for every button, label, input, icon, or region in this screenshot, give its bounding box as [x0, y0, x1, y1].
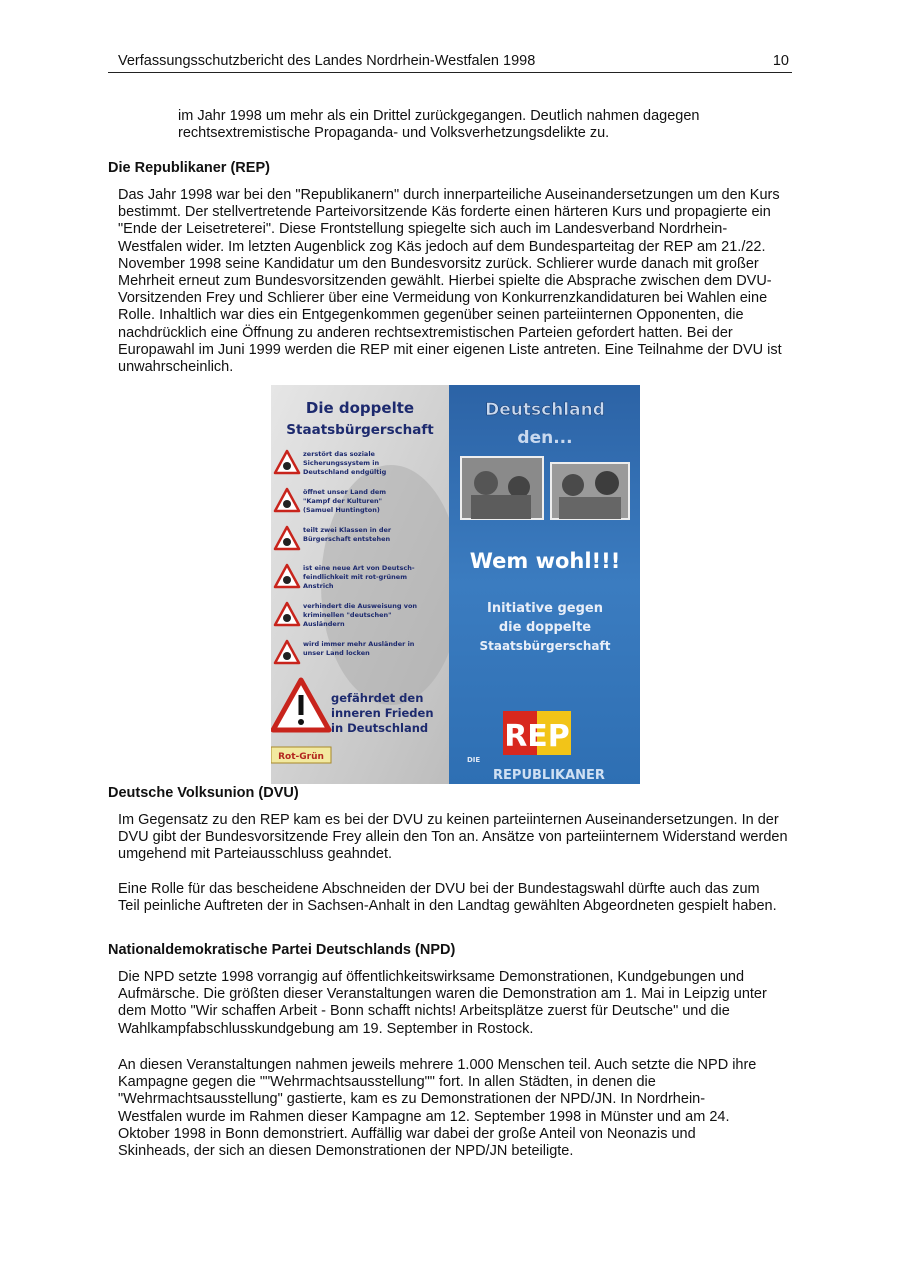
danger-line-3: in Deutschland [331, 721, 429, 735]
npd-heading: Nationaldemokratische Partei Deutschlands (NPD) [108, 942, 456, 958]
warning-figure-icon [283, 576, 291, 584]
photo-left-figure-2 [508, 476, 530, 498]
warning-figure-icon [283, 538, 291, 546]
page-header [108, 52, 792, 73]
poster-initiative-2: die doppelte [498, 620, 592, 635]
page-number: 10 [772, 53, 789, 69]
warning-text-line: ist eine neue Art von Deutsch- [303, 564, 415, 572]
warning-text-line: teilt zwei Klassen in der [303, 526, 392, 534]
poster-die-label: DIE [467, 756, 481, 764]
photo-left-figure-1 [474, 471, 498, 495]
warning-text-line: kriminellen "deutschen" [303, 611, 392, 619]
dvu-heading: Deutsche Volksunion (DVU) [108, 785, 299, 801]
warning-text-line: Anstrich [303, 582, 334, 590]
danger-line-2: inneren Frieden [331, 706, 434, 720]
poster-initiative-1: Initiative gegen [487, 601, 603, 616]
rep-campaign-poster [271, 385, 640, 784]
warning-text-line: verhindert die Ausweisung von [303, 602, 418, 610]
dvu-paragraph-1: Im Gegensatz zu den REP kam es bei der DVU zu keinen parteiinternen Auseinandersetzungen. In der DVU gibt der Bundesvorsitzende Frey allein den Ton an. Ansätze von parteiinternem Widerstand werden umgehend mit Parteiausschluss geahndet. [118, 812, 788, 863]
warning-text-line: Ausländern [303, 620, 345, 628]
warning-text-line: feindlichkeit mit rot-grünem [303, 573, 407, 581]
photo-right-figure-2 [595, 471, 619, 495]
warning-figure-icon [283, 614, 291, 622]
poster-initiative-3: Staatsbürgerschaft [479, 639, 611, 653]
dvu-paragraph-2: Eine Rolle für das bescheidene Abschneiden der DVU bei der Bundestagswahl dürfte auch das zum Teil peinliche Auftreten der in Sachsen-Anhalt in den Landtag gewählten Abgeordneten gespielt haben. [118, 881, 777, 915]
npd-paragraph-1: Die NPD setzte 1998 vorrangig auf öffentlichkeitswirksame Demonstrationen, Kundgebungen und Aufmärsche. Die größten dieser Veranstaltungen waren die Demonstration am 1. Mai in Leipzig unter dem Motto "Wir schaffen Arbeit - Bonn schafft nichts! Arbeitsplätze zuerst für Deutsche" und die Wahlkampfabschlusskundgebung am 19. September in Rostock. [118, 969, 767, 1037]
document-title: Verfassungsschutzbericht des Landes Nordrhein-Westfalen 1998 [118, 53, 536, 69]
danger-exclamation-dot [298, 719, 304, 725]
poster-right-title-1: Deutschland [485, 400, 605, 420]
rep-heading: Die Republikaner (REP) [108, 160, 270, 176]
poster-graphic [271, 385, 640, 784]
intro-paragraph: im Jahr 1998 um mehr als ein Drittel zurückgegangen. Deutlich nahmen dagegen rechtsextremistische Propaganda- und Volksverhetzungsdelikte zu. [178, 108, 700, 142]
rep-paragraph: Das Jahr 1998 war bei den "Republikanern" durch innerparteiliche Auseinandersetzungen um den Kurs bestimmt. Der stellvertretende Parteivorsitzende Käs forderte einen härteren Kurs und propagierte ein "Ende der Leisetreterei". Diese Frontstellung spiegelte sich auch im Landesverband Nordrhein-Westfalen wider. Im letzten Augenblick zog Käs jedoch auf dem Bundesparteitag der REP am 21./22. November 1998 seine Kandidatur um den Bundesvorsitz zurück. Schlierer wurde danach mit großer Mehrheit erneut zum Bundesvorsitzenden gewählt. Hierbei spielte die Absprache zwischen dem DVU-Vorsitzenden Frey und Schlierer über eine Vermeidung von Konkurrenzkandidaturen bei Wahlen eine Rolle. Inhaltlich war dies ein Entgegenkommen gegenüber seinen parteiinternen Opponenten, die nachdrücklich eine Öffnung zu anderen rechtsextremistischen Parteien gefordert hatten. Bei der Europawahl im Juni 1999 werden die REP mit einer eigenen Liste antreten. Eine Teilnahme der DVU ist unwahrscheinlich. [118, 187, 782, 376]
photo-right-bodies [559, 497, 621, 519]
poster-left-title-2: Staatsbürgerschaft [286, 422, 434, 438]
warning-text-line: Sicherungssystem in [303, 459, 380, 467]
poster-republikaner-label: REPUBLIKANER [493, 768, 605, 783]
npd-paragraph-2: An diesen Veranstaltungen nahmen jeweils mehrere 1.000 Menschen teil. Auch setzte die NPD ihre Kampagne gegen die ""Wehrmachtsausstellung"" fort. In allen Städten, in denen die "Wehrmachtsausstellung" gastierte, kam es zu Demonstrationen der NPD/JN. In Nordrhein-Westfalen wurde im Rahmen dieser Kampagne am 12. September 1998 in Münster und am 24. Oktober 1998 in Bonn demonstriert. Auffällig war dabei der große Anteil von Neonazis und Skinheads, der sich an diesen Demonstrationen der NPD/JN beteiligte. [118, 1057, 757, 1160]
warning-text-line: wird immer mehr Ausländer in [303, 640, 415, 648]
warning-figure-icon [283, 652, 291, 660]
warning-text-line: (Samuel Huntington) [303, 506, 380, 514]
warning-figure-icon [283, 500, 291, 508]
poster-right-title-2: den... [517, 428, 573, 448]
rep-logo: REP [504, 719, 570, 754]
warning-text-line: Bürgerschaft entstehen [303, 535, 391, 543]
poster-wem-wohl: Wem wohl!!! [469, 549, 621, 573]
warning-text-line: Deutschland endgültig [303, 468, 387, 476]
warning-figure-icon [283, 462, 291, 470]
warning-text-line: zerstört das soziale [303, 450, 375, 458]
photo-right-figure-1 [562, 474, 584, 496]
photo-left-bodies [471, 495, 531, 519]
rotgruen-label: Rot-Grün [278, 752, 324, 762]
warning-text-line: öffnet unser Land dem [303, 488, 387, 496]
warning-text-line: unser Land locken [303, 649, 370, 657]
warning-text-line: "Kampf der Kulturen" [303, 497, 382, 505]
danger-line-1: gefährdet den [331, 691, 424, 705]
danger-exclamation-icon [299, 695, 304, 715]
poster-left-title-1: Die doppelte [305, 399, 415, 417]
